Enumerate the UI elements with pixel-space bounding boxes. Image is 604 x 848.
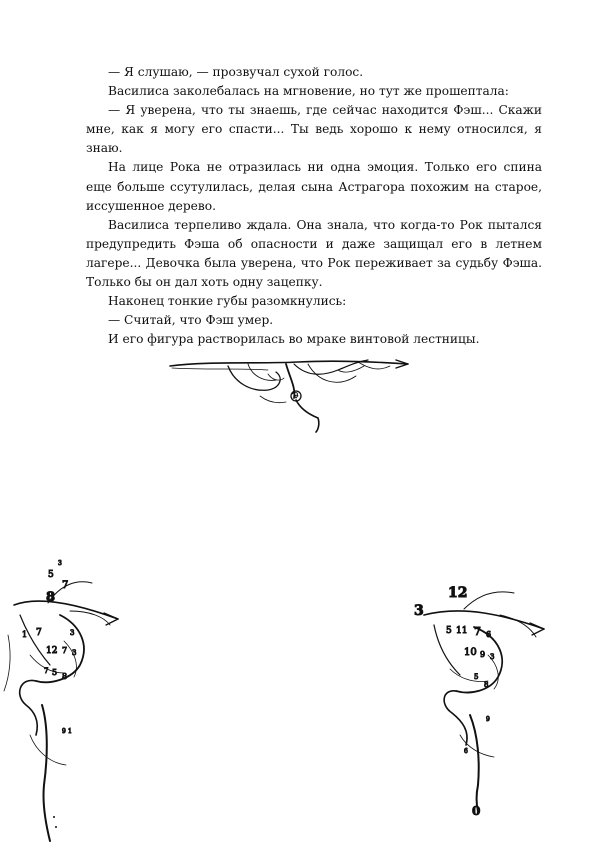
clock-number: 3	[414, 603, 424, 619]
clock-number: 7	[474, 625, 481, 638]
story-text	[86, 63, 542, 349]
paragraph: На лице Рока не отразилась ни одна эмоция. Только его спина еще больше ссутулилась, делая сына Астрагора похожим на старое, иссушенное дерево.	[86, 160, 542, 213]
clock-number: 12	[46, 646, 58, 656]
right-clock-ornament-icon	[404, 575, 554, 820]
clock-number: 0	[472, 804, 481, 818]
clock-number: 3	[72, 649, 77, 657]
clock-number: 9	[486, 716, 490, 723]
paragraph: Василиса заколебалась на мгновение, но тут же прошептала:	[108, 84, 509, 99]
paragraph: — Я слушаю, — прозвучал сухой голос.	[108, 65, 364, 79]
paragraph: Наконец тонкие губы разомкнулись:	[108, 294, 347, 309]
clock-number: 7	[36, 628, 42, 638]
clock-number: 5	[48, 570, 54, 580]
paragraph: Василиса терпеливо ждала. Она знала, что когда-то Рок пытался предупредить Фэша об опасности и даже защищал его в летнем лагере... Девочка была уверена, что Рок переживает за судьбу Фэша. Только бы он дал хоть одну зацепку.	[86, 217, 542, 290]
clock-number: 9	[62, 728, 66, 735]
clock-number: 1	[22, 630, 28, 639]
clock-number: 3	[70, 629, 75, 637]
left-clock-ornament-icon	[0, 555, 130, 845]
clock-number: 3	[58, 560, 62, 567]
clock-number: 10	[464, 647, 477, 658]
clock-number: 8	[62, 672, 68, 681]
flourish-divider-icon	[168, 352, 412, 434]
clock-number: 5	[474, 673, 479, 681]
clock-number: 8	[484, 681, 489, 689]
clock-number: 6	[464, 748, 468, 755]
clock-number: 7	[62, 646, 68, 655]
clock-number: 7	[44, 667, 49, 675]
clock-number: 6	[486, 630, 492, 639]
clock-number: 12	[448, 585, 468, 601]
paragraph: — Считай, что Фэш умер.	[108, 313, 274, 328]
clock-number: 5	[52, 668, 58, 677]
clock-number: 3	[490, 653, 495, 661]
clock-number: 11	[456, 626, 468, 636]
clock-number: 7	[62, 580, 69, 591]
clock-number: 9	[480, 650, 486, 659]
clock-number: 1	[68, 728, 72, 735]
paragraph: — Я уверена, что ты знаешь, где сейчас находится Фэш... Скажи мне, как я могу его спасти... Ты ведь хорошо к нему относился, я знаю.	[86, 103, 542, 156]
paragraph: И его фигура растворилась во мраке винтовой лестницы.	[108, 332, 480, 347]
clock-number: 5	[446, 626, 452, 636]
clock-number: 8	[46, 590, 56, 605]
